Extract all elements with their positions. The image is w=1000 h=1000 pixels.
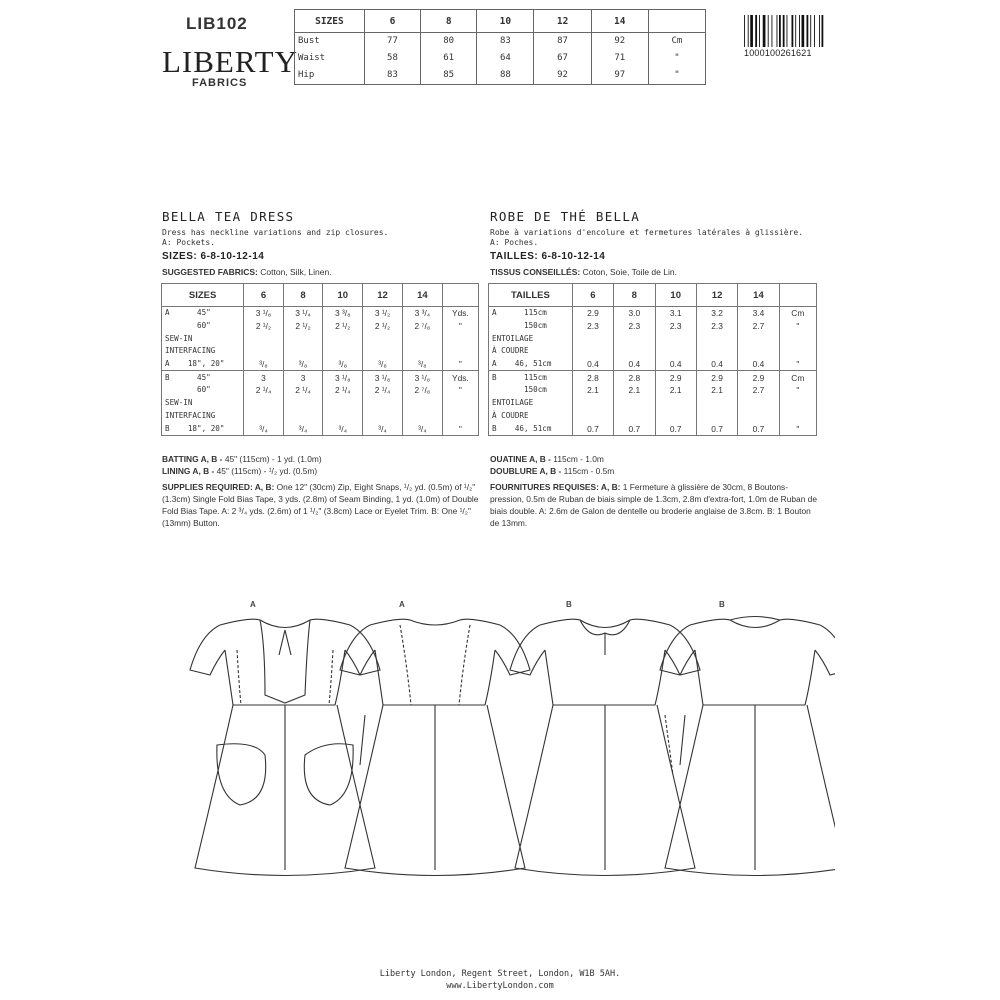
english-description-pockets: A: Pockets. [162, 238, 215, 247]
french-cell: 0.7 [696, 422, 737, 435]
french-table-row [489, 397, 817, 410]
french-cell: " [779, 422, 816, 435]
dress-b-back [660, 617, 835, 876]
french-cell [614, 345, 655, 358]
french-cell: 2.7 [738, 320, 779, 333]
english-cell: 2 ⁷/₈ [402, 384, 442, 397]
barcode-bar [802, 15, 805, 47]
english-header-cell: 10 [323, 284, 363, 307]
english-cell: 2 ¹/₂ [323, 320, 363, 333]
english-cell [323, 345, 363, 358]
measure-label: Bust [298, 36, 320, 46]
english-cell: ³/₈ [244, 358, 284, 371]
french-table-row [489, 345, 817, 358]
barcode-bar [814, 15, 815, 47]
measure-col: 80 61 85 [421, 33, 477, 85]
french-cell: 2.9 [738, 371, 779, 384]
english-header-cell: 8 [283, 284, 323, 307]
english-header-cell [442, 284, 478, 307]
french-cell [655, 410, 696, 423]
barcode-bar [779, 15, 781, 47]
english-lining: LINING A, B - 45" (115cm) - ¹/₂ yd. (0.5m) [162, 466, 318, 476]
french-description: Robe à variations d'encolure et fermetures latérales à glissière. [490, 228, 804, 237]
french-cell: 0.7 [738, 422, 779, 435]
english-description: Dress has neckline variations and zip closures. [162, 228, 389, 237]
french-cell: 0.4 [655, 358, 696, 371]
english-cell [283, 410, 323, 423]
french-header-cell: 10 [655, 284, 696, 307]
english-row-label: INTERFACING [162, 345, 244, 358]
barcode-bar [750, 15, 753, 47]
english-header-cell: 12 [363, 284, 403, 307]
english-cell: Yds. [442, 307, 478, 320]
english-row-label: A 18", 20" [162, 358, 244, 371]
french-table-row [489, 320, 817, 333]
english-cell [363, 332, 403, 345]
english-cell: 3 [244, 371, 284, 384]
french-table-row [489, 307, 817, 320]
english-cell: 3 ¹/₈ [323, 371, 363, 384]
french-cell: 2.9 [696, 371, 737, 384]
french-cell: 2.3 [572, 320, 613, 333]
footer-address: Liberty London, Regent Street, London, W1B 5AH. [379, 969, 621, 979]
french-cell [572, 332, 613, 345]
french-header-cell: TAILLES [489, 284, 573, 307]
english-cell [363, 397, 403, 410]
english-cell [323, 397, 363, 410]
french-cell [779, 332, 816, 345]
english-cell: 3 ³/₈ [323, 307, 363, 320]
english-cell: ³/₄ [283, 422, 323, 435]
english-cell [323, 332, 363, 345]
french-cell: 2.1 [655, 384, 696, 397]
french-cell [655, 345, 696, 358]
french-row-label: B 115cm [489, 371, 573, 384]
french-table-row [489, 410, 817, 423]
measure-col: 77 58 83 [364, 33, 420, 85]
french-cell [572, 397, 613, 410]
english-cell [363, 410, 403, 423]
view-label: A [399, 600, 405, 609]
measure-col: 83 64 88 [477, 33, 534, 85]
french-cell: 0.4 [614, 358, 655, 371]
french-cell: 2.9 [655, 371, 696, 384]
english-table-row [162, 345, 479, 358]
english-row-label: 60" [162, 320, 244, 333]
barcode-bar [759, 15, 760, 47]
english-cell: " [442, 422, 478, 435]
english-cell: 3 ¹/₄ [283, 307, 323, 320]
english-row-label: A 45" [162, 307, 244, 320]
french-cell: 2.8 [572, 371, 613, 384]
dress-a-front [190, 619, 380, 875]
english-cell: 2 ¹/₄ [244, 384, 284, 397]
french-cell [614, 332, 655, 345]
french-cell [738, 345, 779, 358]
english-cell [442, 345, 478, 358]
french-cell: 3.4 [738, 307, 779, 320]
english-cell [402, 410, 442, 423]
barcode-bar [783, 15, 785, 47]
french-header-cell: 12 [696, 284, 737, 307]
barcode-bar [822, 15, 824, 47]
french-row-label: ENTOILAGE [489, 397, 573, 410]
english-cell [283, 397, 323, 410]
english-row-label: 60" [162, 384, 244, 397]
french-cell: 2.3 [614, 320, 655, 333]
french-supplies: FOURNITURES REQUISES: A, B: 1 Fermeture à glissière de 30cm, 8 Boutons-pression, 0.5m de Ruban de biais simple de 1.3cm, 2.8m d'extra-fort, 1.0m de Ruban de biais double. A: 2.6m de Galon de dentelle ou broderie anglaise de 3.8cm. B: 1 Bouton de 13mm. [490, 482, 818, 528]
french-cell: 2.1 [572, 384, 613, 397]
english-table-header [162, 284, 479, 307]
english-row-label: B 45" [162, 371, 244, 384]
english-cell: 2 ¹/₂ [283, 320, 323, 333]
measure-header-label: SIZES [295, 10, 365, 33]
french-batting: OUATINE A, B - 115cm - 1.0m [490, 454, 604, 464]
barcode-number: 1000100261621 [744, 48, 812, 58]
french-cell [779, 397, 816, 410]
english-cell: ³/₄ [402, 422, 442, 435]
english-cell: 2 ¹/₂ [244, 320, 284, 333]
english-cell [402, 397, 442, 410]
measure-label: Waist [298, 53, 326, 63]
brand-logo: LIBERTY [162, 44, 299, 79]
english-cell: 3 ¹/₂ [363, 307, 403, 320]
french-cell: 0.4 [572, 358, 613, 371]
english-cell: 3 ¹/₈ [244, 307, 284, 320]
english-cell: ³/₄ [244, 422, 284, 435]
english-table-row [162, 397, 479, 410]
measure-size: 12 [534, 10, 591, 33]
english-cell: 3 ³/₄ [402, 307, 442, 320]
french-row-label: 150cm [489, 384, 573, 397]
french-header-cell: 8 [614, 284, 655, 307]
barcode-bar [792, 15, 794, 47]
english-cell: " [442, 320, 478, 333]
french-sizes: TAILLES: 6-8-10-12-14 [490, 251, 606, 262]
view-label: A [250, 600, 256, 609]
english-table-row [162, 422, 479, 435]
english-cell [244, 345, 284, 358]
french-row-label: B 46, 51cm [489, 422, 573, 435]
french-cell [738, 410, 779, 423]
english-sizes: SIZES: 6-8-10-12-14 [162, 251, 265, 262]
body-measurements-table [294, 9, 706, 85]
barcode-bar [810, 15, 811, 47]
english-suggested-fabrics: SUGGESTED FABRICS: Cotton, Silk, Linen. [162, 267, 332, 277]
french-cell [696, 345, 737, 358]
french-header-cell: 14 [738, 284, 779, 307]
barcode-bar [795, 15, 796, 47]
french-cell [738, 332, 779, 345]
french-table-row [489, 358, 817, 371]
french-cell: 2.3 [696, 320, 737, 333]
measure-col: 87 67 92 [534, 33, 591, 85]
french-cell: " [779, 320, 816, 333]
english-yardage-table [161, 283, 479, 436]
french-header-cell [779, 284, 816, 307]
brand-subtitle: FABRICS [192, 77, 248, 89]
french-row-label: À COUDRE [489, 345, 573, 358]
english-cell: 3 ¹/₈ [363, 371, 403, 384]
french-cell [696, 410, 737, 423]
barcode-bar [763, 15, 766, 47]
french-cell: 2.8 [614, 371, 655, 384]
french-row-label: 150cm [489, 320, 573, 333]
french-cell [655, 397, 696, 410]
french-cell: 2.1 [614, 384, 655, 397]
french-cell: 0.7 [655, 422, 696, 435]
english-header-cell: 6 [244, 284, 284, 307]
english-table-row [162, 410, 479, 423]
french-cell: 2.7 [738, 384, 779, 397]
french-description-pockets: A: Poches. [490, 238, 539, 247]
french-lining: DOUBLURE A, B - 115cm - 0.5m [490, 466, 615, 476]
english-cell [283, 345, 323, 358]
french-cell [696, 332, 737, 345]
english-cell [244, 397, 284, 410]
french-title: ROBE DE THÉ BELLA [490, 209, 641, 224]
french-cell: 2.3 [655, 320, 696, 333]
french-cell [572, 345, 613, 358]
english-cell [244, 410, 284, 423]
english-table-row [162, 307, 479, 320]
dress-b-front [510, 619, 700, 875]
english-cell [402, 332, 442, 345]
english-cell [442, 397, 478, 410]
english-cell: 2 ⁷/₈ [402, 320, 442, 333]
measure-size: 14 [591, 10, 648, 33]
english-cell: 3 [283, 371, 323, 384]
english-table-row [162, 371, 479, 384]
measure-size: 10 [477, 10, 534, 33]
english-cell: 2 ¹/₂ [363, 320, 403, 333]
english-supplies: SUPPLIES REQUIRED: A, B: One 12" (30cm) Zip, Eight Snaps, ¹/₂ yd. (0.5m) of ¹/₂" (1.3cm) Single Fold Bias Tape, 3 yds. (2.8m) of Seam Binding, 1 yd. (1.0m) of Double Fold Bias Tape. A: 2 ³/₄ yds. (2.6m) of 1 ¹/₂" (3.8cm) Lace or Eyelet Trim. B: One ¹/₂" (13mm) Button. [162, 482, 479, 528]
french-row-label: A 46, 51cm [489, 358, 573, 371]
english-header-cell: 14 [402, 284, 442, 307]
french-row-label: ENTOILAGE [489, 332, 573, 345]
english-cell [244, 332, 284, 345]
view-label: B [719, 600, 725, 609]
french-table-row [489, 332, 817, 345]
french-cell: 0.4 [738, 358, 779, 371]
french-header-cell: 6 [572, 284, 613, 307]
english-cell: " [442, 384, 478, 397]
english-row-label: B 18", 20" [162, 422, 244, 435]
dress-a-back [340, 619, 530, 875]
english-cell: ³/₈ [283, 358, 323, 371]
english-cell: ³/₈ [323, 358, 363, 371]
french-cell [655, 332, 696, 345]
english-cell [323, 410, 363, 423]
french-suggested-fabrics: TISSUS CONSEILLÉS: Coton, Soie, Toile de Lin. [490, 267, 677, 277]
french-table-row [489, 371, 817, 384]
english-row-label: SEW-IN [162, 397, 244, 410]
french-cell [738, 397, 779, 410]
english-cell: 2 ¹/₄ [363, 384, 403, 397]
french-yardage-table [488, 283, 817, 436]
english-cell [363, 345, 403, 358]
french-cell: 0.7 [572, 422, 613, 435]
english-table-row [162, 320, 479, 333]
english-title: BELLA TEA DRESS [162, 209, 295, 224]
french-table-header [489, 284, 817, 307]
french-cell [614, 397, 655, 410]
english-cell: ³/₄ [323, 422, 363, 435]
english-cell: ³/₈ [363, 358, 403, 371]
view-label: B [566, 600, 572, 609]
footer-website[interactable]: www.LibertyLondon.com [446, 981, 554, 991]
french-cell [779, 345, 816, 358]
dress-illustrations [175, 605, 835, 895]
french-cell: 2.9 [572, 307, 613, 320]
french-cell [614, 410, 655, 423]
barcode-bar [744, 15, 745, 47]
barcode-bar [807, 15, 809, 47]
french-cell: 2.1 [696, 384, 737, 397]
english-cell: " [442, 358, 478, 371]
measure-size: 6 [364, 10, 420, 33]
french-row-label: À COUDRE [489, 410, 573, 423]
english-cell: Yds. [442, 371, 478, 384]
french-cell: " [779, 358, 816, 371]
english-table-row [162, 384, 479, 397]
pattern-code: LIB102 [186, 14, 248, 33]
english-row-label: SEW-IN [162, 332, 244, 345]
french-row-label: A 115cm [489, 307, 573, 320]
french-cell [779, 410, 816, 423]
english-table-row [162, 358, 479, 371]
measure-size: 8 [421, 10, 477, 33]
measure-label: Hip [298, 70, 315, 80]
french-cell: " [779, 384, 816, 397]
english-cell [442, 332, 478, 345]
french-cell: 0.4 [696, 358, 737, 371]
english-cell: ³/₄ [363, 422, 403, 435]
barcode-bar [799, 15, 800, 47]
french-cell: 3.2 [696, 307, 737, 320]
barcode-bar [748, 15, 749, 47]
english-cell: 2 ¹/₄ [323, 384, 363, 397]
english-header-cell: SIZES [162, 284, 244, 307]
barcode-bar [768, 15, 769, 47]
french-cell: 3.0 [614, 307, 655, 320]
french-cell: 3.1 [655, 307, 696, 320]
barcode-bar [772, 15, 773, 47]
french-cell: Cm [779, 371, 816, 384]
french-table-row [489, 422, 817, 435]
measure-units: Cm " " [648, 33, 705, 85]
english-batting: BATTING A, B - 45" (115cm) - 1 yd. (1.0m) [162, 454, 322, 464]
french-cell: 0.7 [614, 422, 655, 435]
english-table-row [162, 332, 479, 345]
french-cell: Cm [779, 307, 816, 320]
french-cell [696, 397, 737, 410]
english-cell [442, 410, 478, 423]
english-cell [402, 345, 442, 358]
measure-labels-cell [295, 33, 365, 85]
barcode-bar [777, 15, 778, 47]
english-cell [283, 332, 323, 345]
measure-col: 92 71 97 [591, 33, 648, 85]
barcode-bar [755, 15, 757, 47]
french-cell [572, 410, 613, 423]
english-cell: 2 ¹/₄ [283, 384, 323, 397]
barcode-bar [819, 15, 820, 47]
english-cell: 3 ¹/₈ [402, 371, 442, 384]
barcode-bar [787, 15, 788, 47]
english-cell: ³/₈ [402, 358, 442, 371]
english-row-label: INTERFACING [162, 410, 244, 423]
french-table-row [489, 384, 817, 397]
